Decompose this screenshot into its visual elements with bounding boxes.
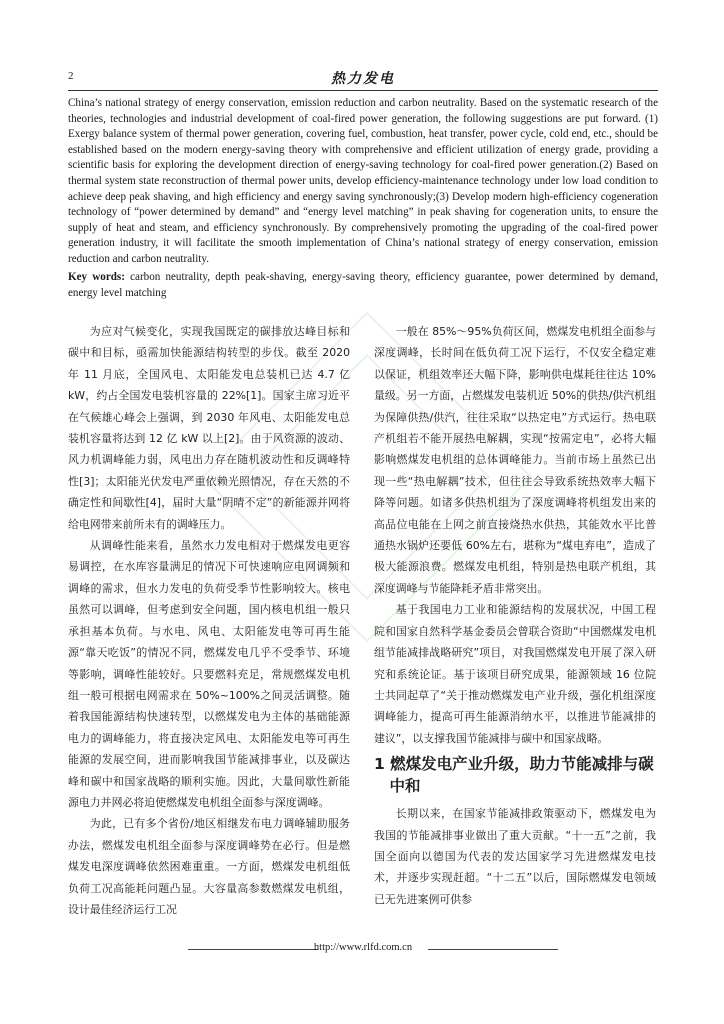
page-header <box>68 68 658 88</box>
footer-url[interactable]: http://www.rlfd.com.cn <box>313 942 413 953</box>
paragraph: 为此，已有多个省份/地区相继发布电力调峰辅助服务办法，燃煤发电机组全面参与深度调峰势在必行。但是燃煤发电深度调峰依然困难重重。一方面，燃煤发电机组低负荷工况高能耗问题凸显。大容量高参数燃煤发电机组，设计最佳经济运行工况 <box>68 817 350 916</box>
body-right-column <box>374 321 656 910</box>
body-left-column <box>68 321 350 920</box>
page-footer <box>68 942 658 956</box>
footer-rule-right <box>428 949 558 950</box>
keywords-block <box>68 270 658 301</box>
paragraph: 为应对气候变化，实现我国既定的碳排放达峰目标和碳中和目标，亟需加快能源结构转型的步伐。截至 2020 年 11 月底，全国风电、太阳能发电总装机已达 4.7 亿 kW，约占全国发电装机容量的 22%[1]。国家主席习近平在气候雄心峰会上强调，到 2030 年风电、太阳能发电总装机容量将达到 12 亿 kW 以上[2]。由于风资源的波动、风力机调峰能力弱，风电出力存在随机波动性和反调峰特性[3]；太阳能光伏发电严重依赖光照情况，存在天然的不确定性和间歇性[4]，届时大量“阴晴不定”的新能源并网将给电网带来前所未有的调峰压力。 <box>68 325 350 531</box>
paragraph: 基于我国电力工业和能源结构的发展状况，中国工程院和国家自然科学基金委员会曾联合资助“中国燃煤发电机组节能减排战略研究”项目，对我国燃煤发电开展了深入研究和系统论证。基于该项目研究成果，能源领域 16 位院士共同起草了“关于推动燃煤发电产业升级，强化机组深度调峰能力，提高可再生能源消纳水平，以推进节能减排的建议”，以支撑我国节能减排与碳中和国家战略。 <box>374 603 656 745</box>
section-heading: 1 燃煤发电产业升级，助力节能减排与碳中和 <box>374 755 654 796</box>
paragraph: 长期以来，在国家节能减排政策驱动下，燃煤发电为我国的节能减排事业做出了重大贡献。“十一五”之前，我国全面向以德国为代表的发达国家学习先进燃煤发电技术，并逐步实现赶超。“十二五”以后，国际燃煤发电领域已无先进案例可供参 <box>374 807 656 906</box>
page-number: 2 <box>68 70 74 82</box>
english-abstract: China’s national strategy of energy conservation, emission reduction and carbon neutrality. Based on the systematic research of the theories, technologies and industrial development of coal-fired power generation, the following suggestions are put forward. (1) Exergy balance system of thermal power generation, covering fuel, combustion, heat transfer, power cycle, cold end, etc., should be established based on the modern energy-saving theory with comprehensive and efficient utilization of energy grade, providing a scientific basis for exploring the development direction of energy-saving technology for coal-fired power generation.(2) Based on thermal system state reconstruction of thermal power units, develop efficiency-maintenance technology under low load condition to achieve deep peak shaving, and high efficiency and energy saving synchronously;(3) Develop modern high-efficiency cogeneration technology of “power determined by demand” and “energy level matching” in peak shaving for cogeneration units, to ensure the supply of heat and steam, and efficiency synchronously. By comprehensively promoting the upgrading of the coal-fired power generation industry, it will facilitate the smooth implementation of China’s national strategy of energy conservation, emission reduction and carbon neutrality. <box>68 97 658 265</box>
header-rule <box>68 90 658 91</box>
paragraph: 一般在 85%～95%负荷区间，燃煤发电机组全面参与深度调峰，长时间在低负荷工况下运行，不仅安全稳定难以保证，机组效率还大幅下降，影响供电煤耗往往达 10%量级。另一方面，占燃煤发电装机近 50%的供热/供汽机组为保障供热/供汽，往往采取“以热定电”方式运行。热电联产机组若不能开展热电解耦，实现“按需定电”，必将大幅影响燃煤发电机组的总体调峰能力。当前市场上虽然已出现一些“热电解耦”技术，但往往会导致系统热效率大幅下降等问题。如诸多供热机组为了深度调峰将机组发出来的高品位电能在上网之前直接烧热水供热，其能效水平比普通热水锅炉还要低 60%左右，堪称为“煤电弃电”，造成了极大能源浪费。燃煤发电机组，特别是热电联产机组，其深度调峰与节能降耗矛盾非常突出。 <box>374 325 656 595</box>
keywords-text: carbon neutrality, depth peak-shaving, energy-saving theory, efficiency guarantee, power determined by demand, energy level matching <box>68 271 658 299</box>
keywords-label: Key words: <box>68 271 125 283</box>
paragraph: 从调峰性能来看，虽然水力发电相对于燃煤发电更容易调控，在水库容量满足的情况下可快速响应电网调频和调峰的需求，但水力发电的负荷受季节性影响较大。核电虽然可以调峰，但考虑到安全问题，国内核电机组一般只承担基本负荷。与水电、风电、太阳能发电等可再生能源“靠天吃饭”的情况不同，燃煤发电几乎不受季节、环境等影响，调峰性能较好。只要燃料充足，常规燃煤发电机组一般可根据电网需求在 50%~100%之间灵活调整。随着我国能源结构快速转型，以燃煤发电为主体的基础能源电力的调峰能力，将直接决定风电、太阳能发电等可再生能源的发展空间，进而影响我国节能减排事业，以及碳达峰和碳中和国家战略的顺利实施。因此，大量间歇性新能源电力并网必将迫使燃煤发电机组全面参与深度调峰。 <box>68 539 350 809</box>
journal-title: 热力发电 <box>331 71 395 87</box>
